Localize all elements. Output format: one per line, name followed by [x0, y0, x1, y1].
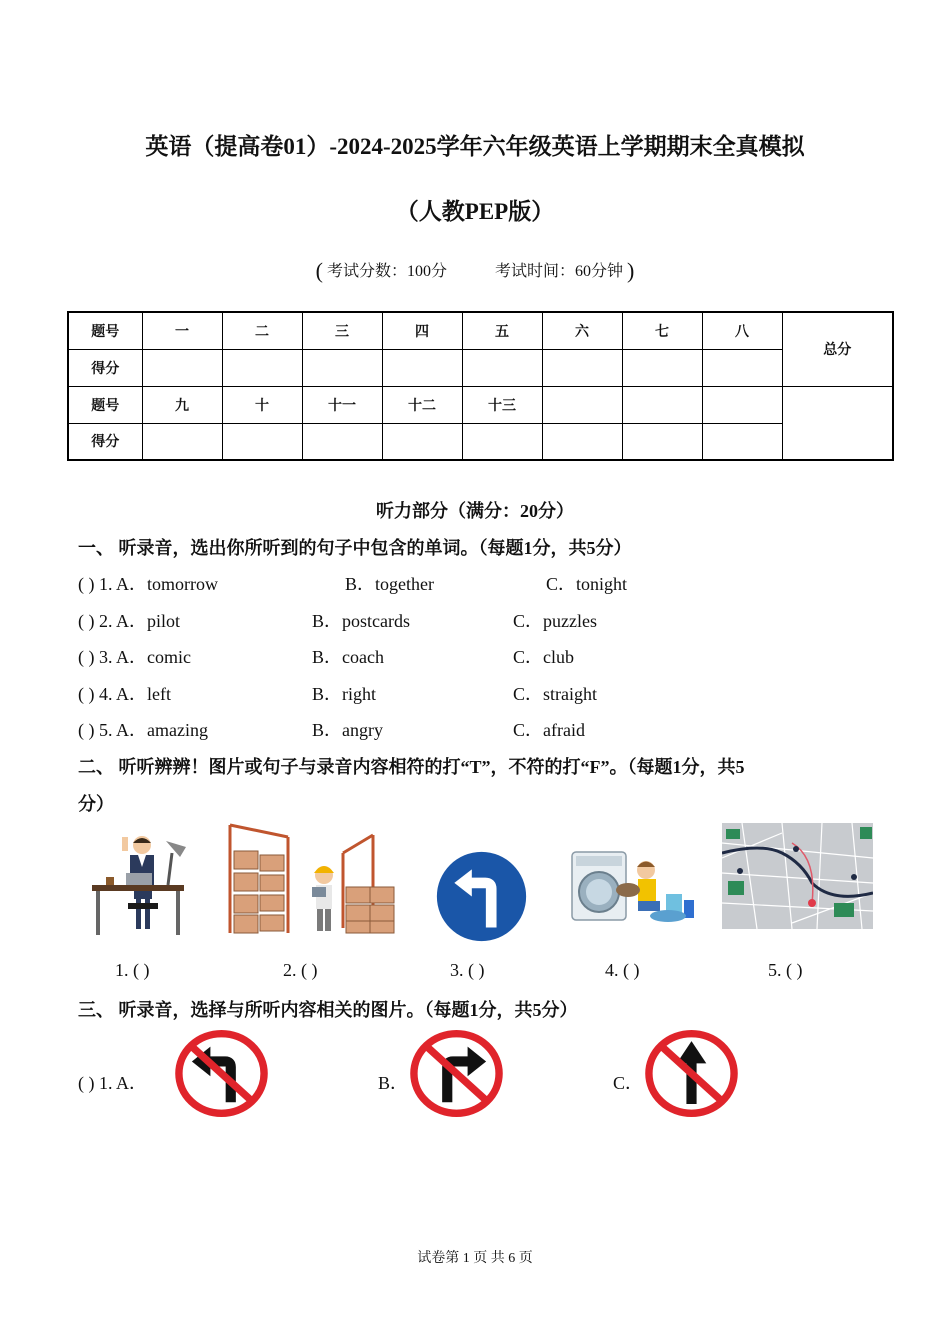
page-footer: 试卷第 1 页 共 6 页: [417, 1251, 533, 1266]
no-left-turn-sign-image[interactable]: [175, 1030, 268, 1117]
s3-option-b[interactable]: B．: [378, 1073, 409, 1093]
q2-option-c[interactable]: C．puzzles: [513, 611, 597, 631]
table-cell: 得分: [68, 423, 142, 460]
total-score-cell[interactable]: [782, 386, 893, 460]
section2-heading: 二、 听听辨辨！图片或句子与录音内容相符的打“T”，不符的打“F”。（每题1分，共5: [78, 757, 745, 777]
score-input-cell[interactable]: [702, 349, 782, 386]
table-cell: 十一: [302, 386, 382, 423]
exam-time: 考试时间：60分钟: [495, 263, 624, 280]
picture2-answer[interactable]: 2. ( ): [283, 960, 318, 980]
table-cell: 题号: [68, 386, 142, 423]
turn-left-sign-image: [433, 848, 530, 945]
table-cell: 题号: [68, 312, 142, 349]
s3-q1-stem: ( ) 1. A．: [78, 1073, 147, 1093]
score-input-cell[interactable]: [462, 349, 542, 386]
q2-option-b[interactable]: B．postcards: [312, 611, 410, 631]
exam-info: [0, 258, 950, 284]
q5-stem: ( ) 5. A．amazing: [78, 720, 208, 740]
q4-option-b[interactable]: B．right: [312, 684, 377, 704]
table-cell: [622, 386, 702, 423]
table-cell: 三: [302, 312, 382, 349]
table-cell: 十三: [462, 386, 542, 423]
laundry-boy-image: [568, 850, 698, 925]
total-cell: 总分: [782, 312, 893, 386]
table-cell: 二: [222, 312, 302, 349]
table-cell: 十: [222, 386, 302, 423]
table-cell: 四: [382, 312, 462, 349]
table-cell: 六: [542, 312, 622, 349]
section2-heading-cont: 分）: [78, 794, 114, 814]
warehouse-worker-image: [228, 823, 398, 938]
office-worker-image: [88, 833, 193, 938]
no-right-turn-sign-image[interactable]: [410, 1030, 503, 1117]
score-input-cell[interactable]: [302, 349, 382, 386]
score-input-cell[interactable]: [542, 423, 622, 460]
picture3-answer[interactable]: 3. ( ): [450, 960, 485, 980]
table-cell: 得分: [68, 349, 142, 386]
score-input-cell[interactable]: [462, 423, 542, 460]
section3-heading: 三、 听录音，选择与所听内容相关的图片。（每题1分，共5分）: [78, 1000, 578, 1020]
table-cell: 九: [142, 386, 222, 423]
q4-option-c[interactable]: C．straight: [513, 684, 597, 704]
score-table: [67, 311, 894, 461]
listening-heading: 听力部分（满分：20分）: [376, 501, 574, 521]
q1-option-c[interactable]: C．tonight: [546, 574, 628, 594]
score-input-cell[interactable]: [142, 423, 222, 460]
score-input-cell[interactable]: [142, 349, 222, 386]
score-input-cell[interactable]: [702, 423, 782, 460]
q5-option-b[interactable]: B．angry: [312, 720, 383, 740]
score-input-cell[interactable]: [382, 423, 462, 460]
table-cell: [542, 386, 622, 423]
picture5-answer[interactable]: 5. ( ): [768, 960, 803, 980]
table-cell: [702, 386, 782, 423]
score-input-cell[interactable]: [622, 423, 702, 460]
picture1-answer[interactable]: 1. ( ): [115, 960, 150, 980]
q2-stem: ( ) 2. A．pilot: [78, 611, 180, 631]
score-input-cell[interactable]: [382, 349, 462, 386]
score-input-cell[interactable]: [222, 423, 302, 460]
score-input-cell[interactable]: [622, 349, 702, 386]
score-input-cell[interactable]: [542, 349, 622, 386]
table-cell: 一: [142, 312, 222, 349]
q1-stem: ( ) 1. A．tomorrow: [78, 574, 218, 594]
table-cell: 八: [702, 312, 782, 349]
q1-option-b[interactable]: B．together: [345, 574, 434, 594]
table-cell: 十二: [382, 386, 462, 423]
q3-stem: ( ) 3. A．comic: [78, 647, 191, 667]
exam-score: 考试分数：100分: [326, 263, 447, 280]
score-input-cell[interactable]: [302, 423, 382, 460]
city-map-image: [722, 823, 873, 929]
score-input-cell[interactable]: [222, 349, 302, 386]
table-cell: 五: [462, 312, 542, 349]
q3-option-c[interactable]: C．club: [513, 647, 574, 667]
q3-option-b[interactable]: B．coach: [312, 647, 384, 667]
q4-stem: ( ) 4. A．left: [78, 684, 171, 704]
exam-info-paren-open: (: [315, 258, 323, 283]
page-title: 英语（提高卷01）-2024-2025学年六年级英语上学期期末全真模拟: [145, 134, 805, 159]
s3-option-c[interactable]: C．: [613, 1073, 644, 1093]
no-straight-sign-image[interactable]: [645, 1030, 738, 1117]
q5-option-c[interactable]: C．afraid: [513, 720, 585, 740]
page-subtitle: （人教PEP版）: [395, 199, 555, 224]
exam-info-paren-close: ): [627, 258, 635, 283]
table-cell: 七: [622, 312, 702, 349]
picture4-answer[interactable]: 4. ( ): [605, 960, 640, 980]
section1-heading: 一、 听录音，选出你所听到的句子中包含的单词。（每题1分，共5分）: [78, 538, 632, 558]
